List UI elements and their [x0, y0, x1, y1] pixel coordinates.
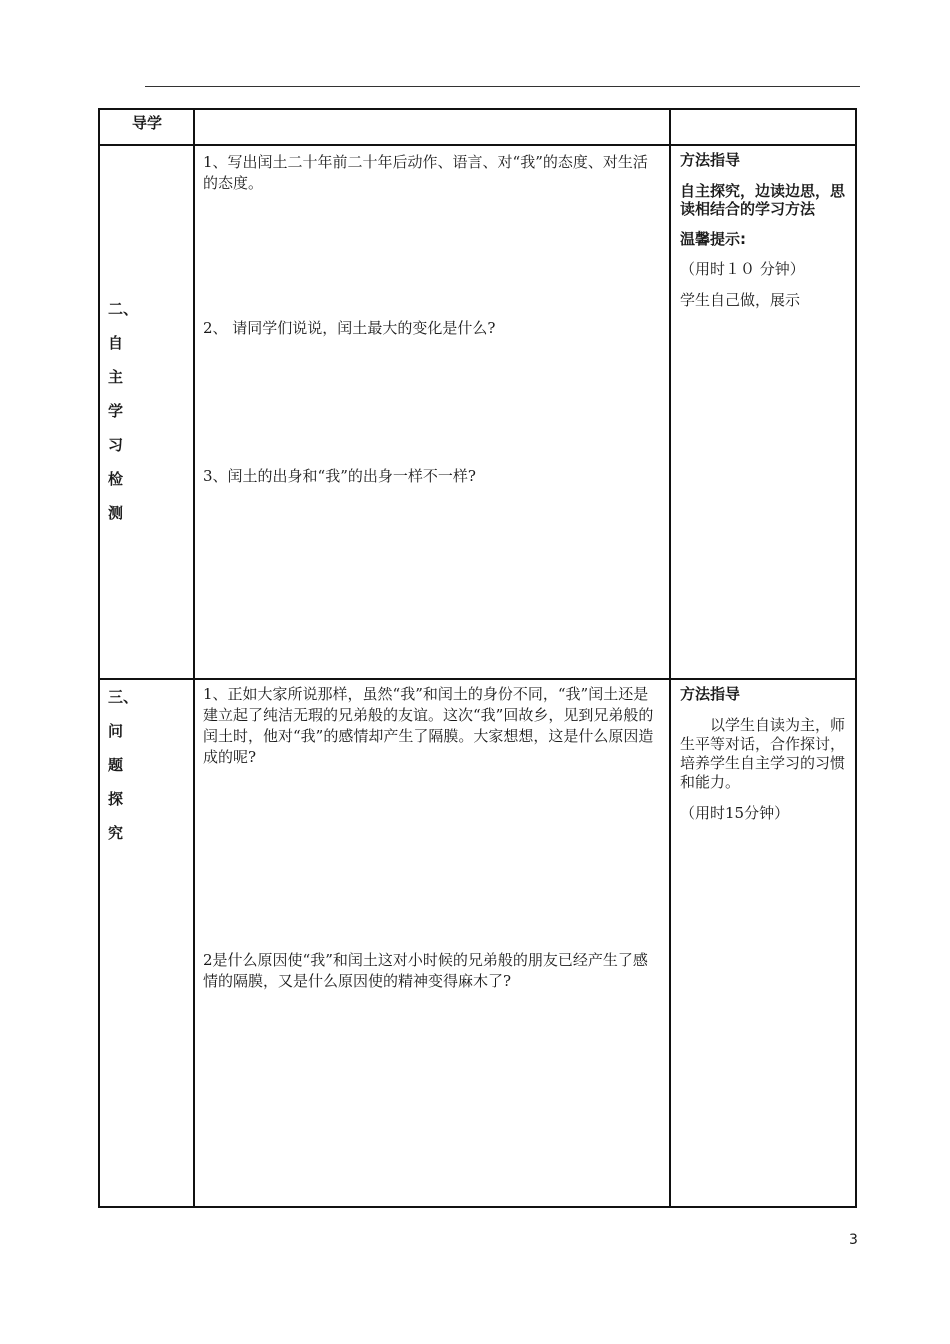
section-3-guide	[671, 680, 855, 823]
section-3-question-1: 1、正如大家所说那样，虽然“我”和闰土的身份不同，“我”闰土还是建立起了纯洁无瑕的兄弟般的友谊。这次“我”回故乡，见到兄弟般的闰土时，他对“我”的感情却产生了隔膜。大家想想，这是什么原因造成的呢?	[203, 685, 654, 766]
section-3-label-char: 探	[108, 790, 124, 808]
section-3-row	[99, 679, 856, 1207]
section-3-guide-text: 以学生自读为主，师生平等对话，合作探讨，培养学生自主学习的习惯和能力。	[680, 716, 846, 791]
section-2-label-char: 检	[108, 470, 124, 488]
header-label-cell	[99, 109, 194, 145]
section-2-question-3: 3、闰土的出身和“我”的出身一样不一样?	[203, 467, 476, 485]
header-content-cell	[194, 109, 670, 145]
section-2-guide-title: 方法指导	[680, 151, 741, 169]
section-3-guide-cell	[670, 679, 856, 1207]
section-2-label	[100, 146, 193, 530]
section-2-guide-time: （用时１０ 分钟）	[680, 260, 805, 278]
section-3-label	[100, 680, 193, 850]
section-2-guide-cell	[670, 145, 856, 679]
section-2-guide-note: 学生自己做，展示	[680, 291, 801, 309]
section-2-guide-method: 自主探究，边读边思，思读相结合的学习方法	[680, 182, 846, 218]
section-3-label-char: 究	[108, 824, 124, 842]
header-rule	[145, 86, 860, 87]
section-2-label-char: 测	[108, 504, 124, 522]
section-2-label-char: 自	[108, 334, 124, 352]
section-2-label-char: 习	[108, 436, 124, 454]
section-2-guide	[671, 146, 855, 310]
header-label: 导学	[132, 114, 163, 132]
section-3-guide-time: （用时15分钟）	[680, 804, 790, 822]
section-3-label-char: 题	[108, 756, 124, 774]
lesson-table	[98, 108, 857, 1208]
section-2-label-char: 学	[108, 402, 124, 420]
header-guide-cell	[670, 109, 856, 145]
section-2-label-char: 主	[108, 368, 124, 386]
section-2-label-cell	[99, 145, 194, 679]
section-2-question-1: 1、写出闰土二十年前二十年后动作、语言、对“我”的态度、对生活的态度。	[203, 153, 648, 192]
section-2-question-2: 2、 请同学们说说，闰土最大的变化是什么?	[203, 319, 496, 337]
section-2-content-cell	[194, 145, 670, 679]
section-2-row	[99, 145, 856, 679]
section-3-guide-title: 方法指导	[680, 685, 741, 703]
section-3-label-char: 三、	[108, 688, 139, 706]
section-2-guide-tip-title: 温馨提示:	[680, 230, 746, 248]
table-header-row	[99, 109, 856, 145]
page-number: 3	[849, 1232, 858, 1248]
section-2-label-char: 二、	[108, 300, 139, 318]
section-3-label-char: 问	[108, 722, 124, 740]
section-3-label-cell	[99, 679, 194, 1207]
section-3-question-2: 2是什么原因使“我”和闰土这对小时候的兄弟般的朋友已经产生了感情的隔膜，又是什么原因使的精神变得麻木了?	[203, 951, 648, 990]
section-3-content-cell	[194, 679, 670, 1207]
